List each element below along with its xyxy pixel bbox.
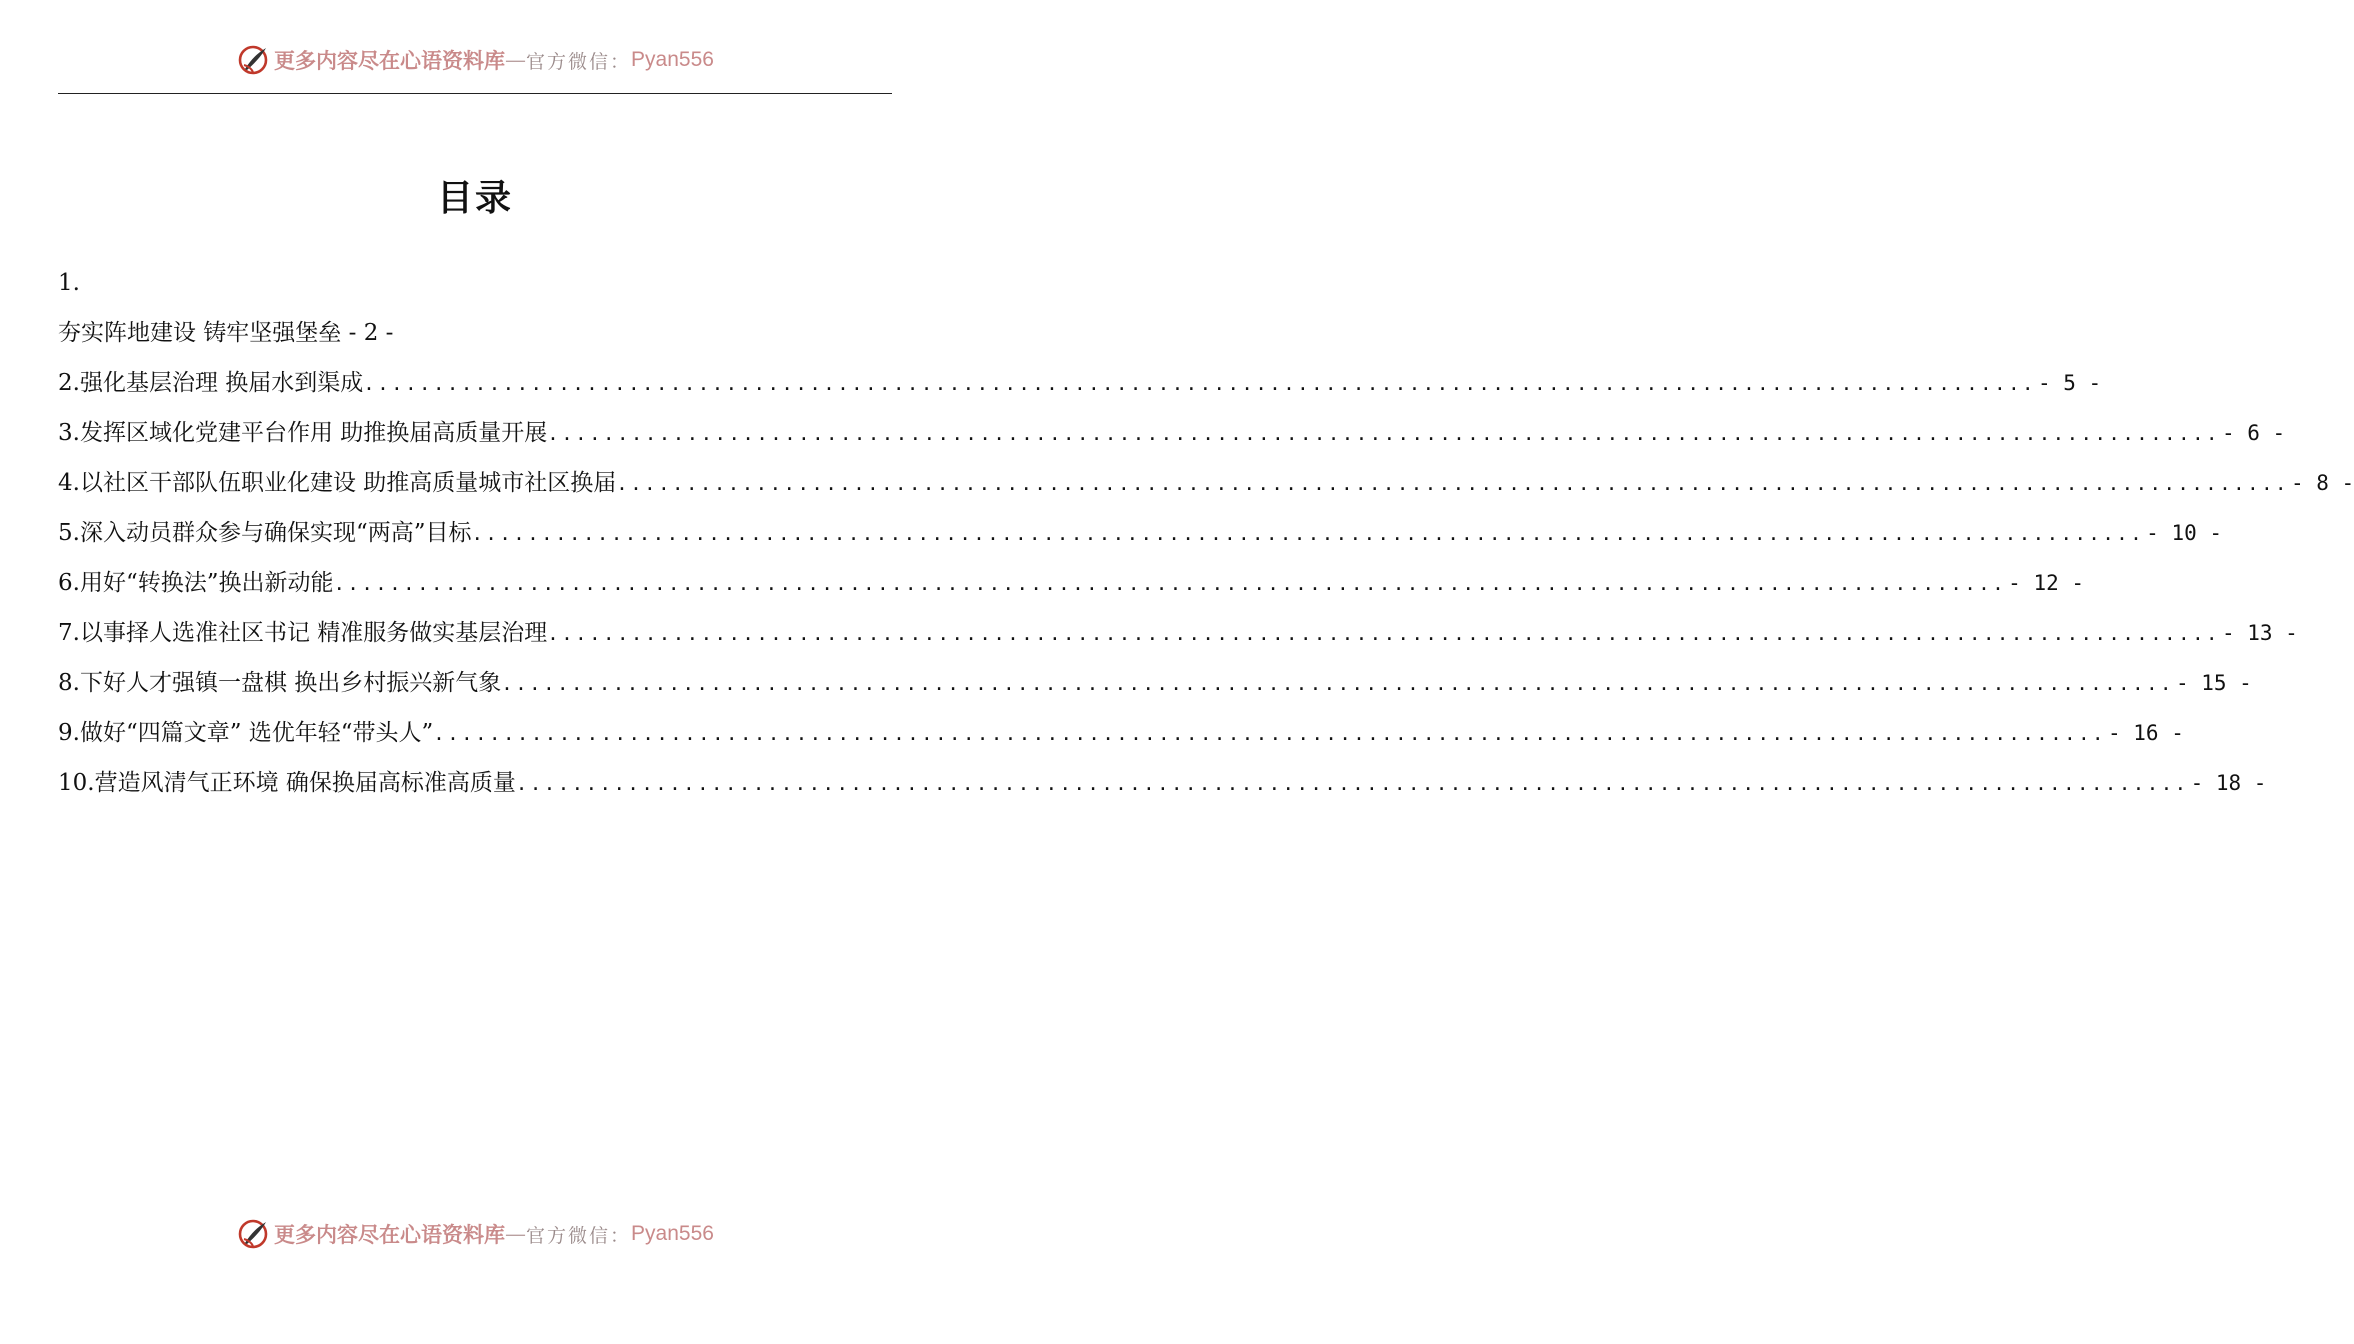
toc-item-text: 6.用好“转换法”换出新动能 (58, 570, 334, 596)
toc-page-number: - 6 - (2221, 421, 2286, 445)
toc-leader-dots: ........................................................................................................................ (333, 573, 2007, 595)
quill-logo-icon (236, 1217, 270, 1251)
toc-number-text: 1. (58, 270, 80, 296)
header-wechat-id: Pyan556 (631, 48, 714, 71)
toc-item-text: 4.以社区干部队伍职业化建设 助推高质量城市社区换届 (58, 470, 617, 496)
toc-leader-dots: ........................................................................................................................ (433, 723, 2106, 745)
toc-item-text: 夯实阵地建设 铸牢坚强堡垒 - 2 - (58, 320, 394, 346)
toc-item-6[interactable] (58, 558, 2085, 608)
header-dash: — (505, 48, 527, 72)
toc-item-text: 8.下好人才强镇一盘棋 换出乡村振兴新气象 (58, 670, 502, 696)
toc-leader-dots: ........................................................................................................................ (616, 473, 2289, 495)
toc-page-number: - 16 - (2107, 721, 2184, 745)
footer-wechat-label: 官方微信： (526, 1224, 632, 1247)
toc-item-1[interactable] (58, 308, 894, 358)
toc-page-number: - 8 - (2290, 471, 2354, 495)
toc-leader-dots: ........................................................................................................................ (501, 673, 2174, 695)
toc-item-10[interactable] (58, 758, 2267, 808)
toc-leader-dots: ........................................................................................................................ (363, 373, 2036, 395)
page-header (0, 38, 950, 82)
page-title: 目录 (436, 177, 513, 219)
footer-wechat-id: Pyan556 (631, 1222, 714, 1245)
header-brand-text: 更多内容尽在心语资料库 (274, 48, 506, 73)
header-divider (58, 93, 892, 94)
toc-leader-dots: ........................................................................................................................ (471, 523, 2145, 545)
toc-item-5[interactable] (58, 508, 2223, 558)
toc-item-text: 7.以事择人选准社区书记 精准服务做实基层治理 (58, 620, 548, 646)
footer-brand (236, 1217, 714, 1251)
toc-item-4[interactable] (58, 458, 2354, 508)
toc-item-text: 9.做好“四篇文章” 选优年轻“带头人” (58, 720, 434, 746)
toc-item-text: 2.强化基层治理 换届水到渠成 (58, 370, 364, 396)
toc-leader-dots: ........................................................................................................................ (515, 773, 2189, 795)
toc-item-9[interactable] (58, 708, 2184, 758)
toc-item-text: 5.深入动员群众参与确保实现“两高”目标 (58, 520, 472, 546)
toc-item-7[interactable] (58, 608, 2298, 658)
toc-item-3[interactable] (58, 408, 2286, 458)
header-brand (236, 43, 714, 77)
toc-item-1-number (58, 258, 894, 308)
toc-leader-dots: ........................................................................................................................ (547, 423, 2220, 445)
quill-logo-icon (236, 43, 270, 77)
toc-item-2[interactable] (58, 358, 2102, 408)
toc-page-number: - 5 - (2037, 371, 2102, 395)
page-footer (0, 1212, 950, 1256)
toc-leader-dots: ........................................................................................................................ (547, 623, 2220, 645)
table-of-contents (58, 258, 2354, 808)
toc-item-text: 10.营造风清气正环境 确保换届高标准高质量 (58, 770, 516, 796)
header-wechat-label: 官方微信： (526, 50, 632, 73)
toc-page-number: - 10 - (2146, 521, 2223, 545)
toc-page-number: - 15 - (2175, 671, 2252, 695)
toc-page-number: - 18 - (2190, 771, 2267, 795)
toc-item-8[interactable] (58, 658, 2252, 708)
toc-item-text: 3.发挥区域化党建平台作用 助推换届高质量开展 (58, 420, 548, 446)
footer-brand-text: 更多内容尽在心语资料库 (274, 1222, 506, 1247)
footer-dash: — (505, 1222, 527, 1246)
toc-page-number: - 13 - (2221, 621, 2298, 645)
toc-page-number: - 12 - (2008, 571, 2085, 595)
